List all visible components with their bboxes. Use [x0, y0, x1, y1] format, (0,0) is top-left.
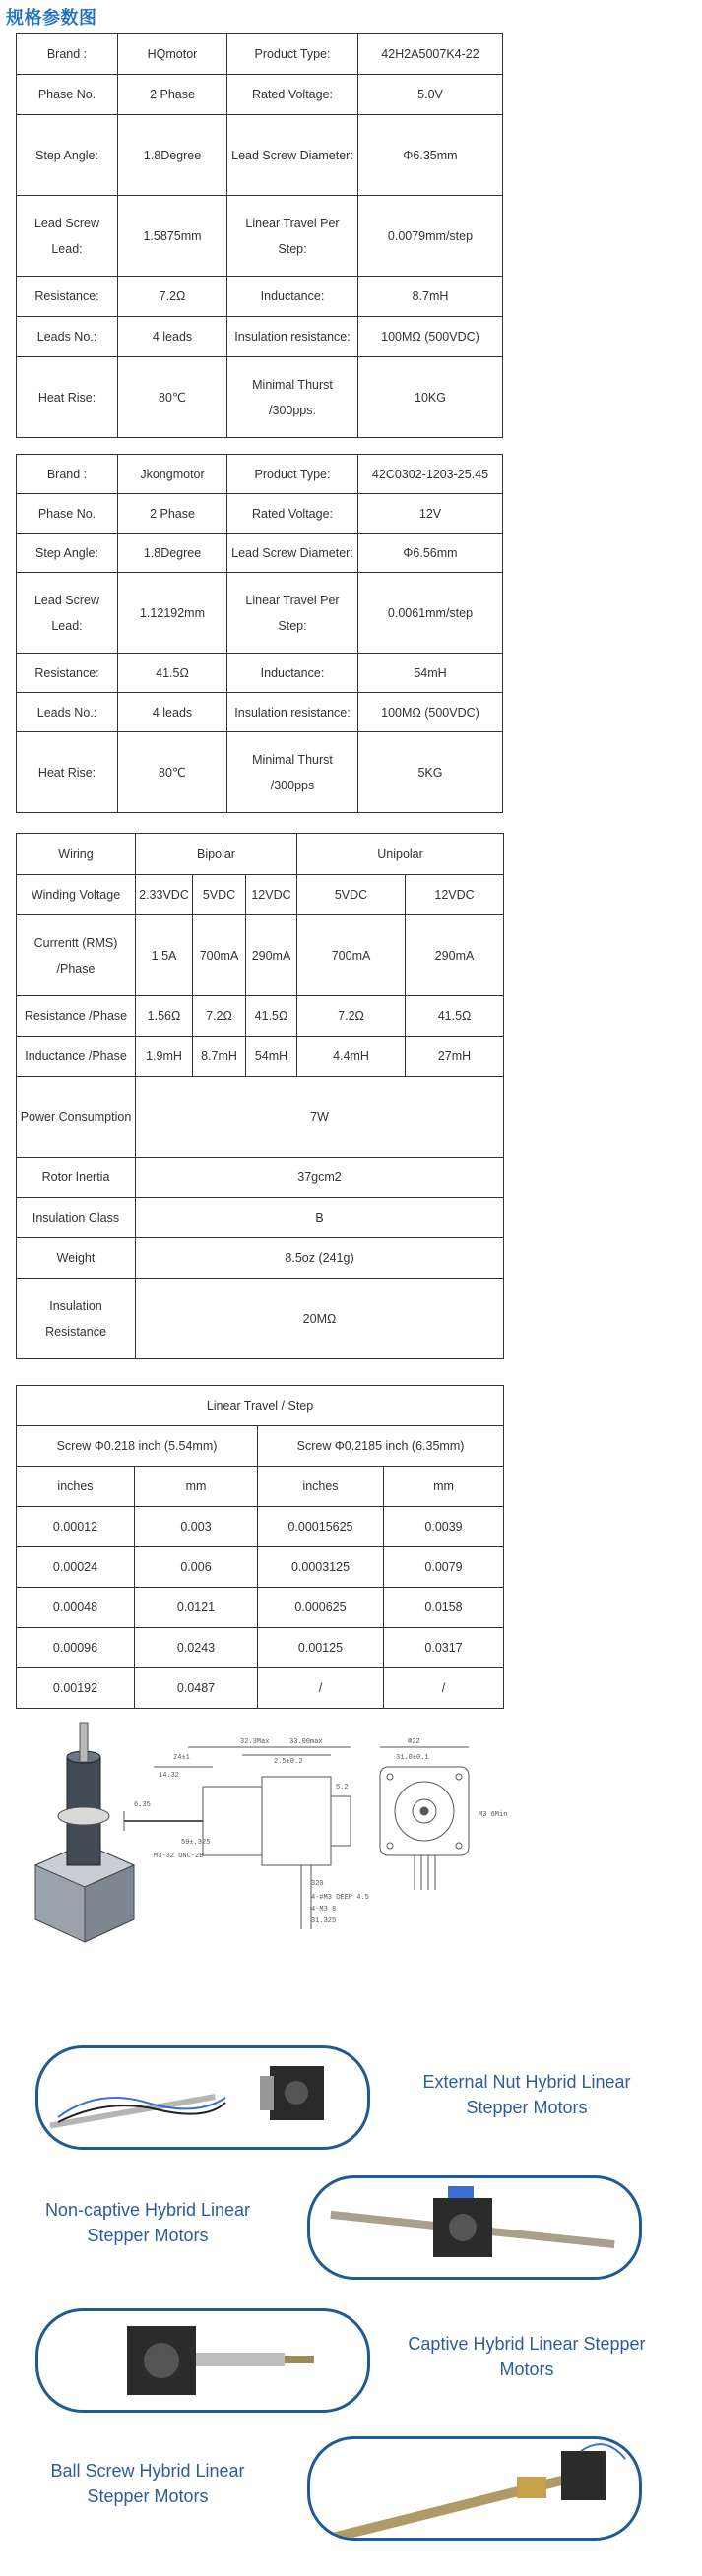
- motor-card-captive: [35, 2308, 370, 2413]
- motor-front-view: [380, 1747, 469, 1890]
- unit-header: inches: [258, 1467, 384, 1507]
- unit-header: inches: [17, 1467, 135, 1507]
- insulation-resistance-value: 20MΩ: [136, 1279, 504, 1359]
- cell-brand-label: Brand :: [17, 34, 118, 75]
- table-cell: 0.0003125: [258, 1547, 384, 1588]
- inductance-label: Inductance /Phase: [17, 1037, 136, 1077]
- header-wiring: Wiring: [17, 834, 136, 875]
- winding-voltage-value: 12VDC: [406, 875, 504, 915]
- table-cell: 0.006: [135, 1547, 258, 1588]
- inductance-value: 4.4mH: [297, 1037, 406, 1077]
- dim-label: 4-#M3 DEEP 4.5: [311, 1894, 369, 1902]
- resistance-value: 41.5Ω: [246, 996, 297, 1037]
- dim-label: 31.0±0.1: [396, 1754, 429, 1762]
- cell-lead-screw-lead-label: Lead Screw Lead:: [17, 573, 118, 654]
- cell-lead-screw-lead-value: 1.5875mm: [118, 196, 227, 277]
- cell-inductance-label: Inductance:: [227, 654, 358, 693]
- cell-leads-label: Leads No.:: [17, 317, 118, 357]
- insulation-class-label: Insulation Class: [17, 1198, 136, 1238]
- motor-card-external-nut: [35, 2045, 370, 2150]
- cell-product-type-label: Product Type:: [227, 455, 358, 494]
- cell-heat-rise-value: 80℃: [118, 357, 227, 438]
- dim-label: Φ22: [408, 1738, 420, 1746]
- table-cell: 0.00024: [17, 1547, 135, 1588]
- table-cell: 0.0121: [135, 1588, 258, 1628]
- dim-label: 4-M3 8: [311, 1906, 337, 1914]
- wiring-spec-table: [16, 833, 504, 1359]
- table-cell: 0.0158: [384, 1588, 504, 1628]
- header-unipolar: Unipolar: [297, 834, 504, 875]
- cell-heat-rise-label: Heat Rise:: [17, 732, 118, 813]
- resistance-value: 7.2Ω: [193, 996, 246, 1037]
- power-consumption-label: Power Consumption: [17, 1077, 136, 1158]
- cell-brand-label: Brand :: [17, 455, 118, 494]
- rotor-inertia-value: 37gcm2: [136, 1158, 504, 1198]
- cell-resistance-label: Resistance:: [17, 654, 118, 693]
- table-cell: 0.000625: [258, 1588, 384, 1628]
- table-cell: 0.0487: [135, 1668, 258, 1709]
- page-title: 规格参数图: [6, 8, 97, 28]
- table-cell: 0.00125: [258, 1628, 384, 1668]
- resistance-label: Resistance /Phase: [17, 996, 136, 1037]
- motor-card-non-captive: [307, 2175, 642, 2280]
- spec-table-jkongmotor: [16, 454, 503, 813]
- cell-brand-value: HQmotor: [118, 34, 227, 75]
- cell-leads-label: Leads No.:: [17, 693, 118, 732]
- motor-image: [38, 2048, 367, 2147]
- cell-brand-value: Jkongmotor: [118, 455, 227, 494]
- cell-resistance-value: 41.5Ω: [118, 654, 227, 693]
- winding-voltage-value: 5VDC: [297, 875, 406, 915]
- inductance-value: 1.9mH: [136, 1037, 193, 1077]
- cell-rated-voltage-value: 5.0V: [358, 75, 503, 115]
- cell-step-angle-label: Step Angle:: [17, 115, 118, 196]
- dim-label: M3 6Min: [479, 1811, 508, 1819]
- dim-label: 31.325: [311, 1917, 337, 1925]
- dim-label: 24±1: [173, 1754, 190, 1762]
- cell-product-type-label: Product Type:: [227, 34, 358, 75]
- cell-linear-travel-label: Linear Travel Per Step:: [227, 573, 358, 654]
- unit-header: mm: [135, 1467, 258, 1507]
- cell-leads-value: 4 leads: [118, 317, 227, 357]
- motor-card-ball-screw: [307, 2436, 642, 2541]
- cell-rated-voltage-label: Rated Voltage:: [227, 75, 358, 115]
- unit-header: mm: [384, 1467, 504, 1507]
- cell-rated-voltage-value: 12V: [358, 494, 503, 534]
- rotor-inertia-label: Rotor Inertia: [17, 1158, 136, 1198]
- inductance-value: 8.7mH: [193, 1037, 246, 1077]
- table-cell: 0.0243: [135, 1628, 258, 1668]
- cell-step-angle-label: Step Angle:: [17, 534, 118, 573]
- current-label: Currentt (RMS) /Phase: [17, 915, 136, 996]
- table-cell: 0.00012: [17, 1507, 135, 1547]
- header-bipolar: Bipolar: [136, 834, 297, 875]
- motor-image: [310, 2439, 639, 2538]
- cell-heat-rise-value: 80℃: [118, 732, 227, 813]
- winding-voltage-value: 2.33VDC: [136, 875, 193, 915]
- table-cell: /: [258, 1668, 384, 1709]
- cell-lead-screw-lead-value: 1.12192mm: [118, 573, 227, 654]
- cell-phase-label: Phase No.: [17, 494, 118, 534]
- cell-inductance-label: Inductance:: [227, 277, 358, 317]
- dim-label: 59±.325: [181, 1839, 211, 1847]
- cell-insulation-value: 100MΩ (500VDC): [358, 317, 503, 357]
- motor-caption: Captive Hybrid Linear Stepper Motors: [408, 2334, 646, 2379]
- cell-heat-rise-label: Heat Rise:: [17, 357, 118, 438]
- cell-product-type-value: 42C0302-1203-25.45: [358, 455, 503, 494]
- linear-travel-title: Linear Travel / Step: [17, 1386, 504, 1426]
- cell-phase-label: Phase No.: [17, 75, 118, 115]
- dim-label: 14.32: [159, 1772, 180, 1780]
- winding-voltage-value: 5VDC: [193, 875, 246, 915]
- dim-label: 33.00max: [289, 1738, 323, 1746]
- motor-caption: Ball Screw Hybrid Linear Stepper Motors: [50, 2461, 245, 2506]
- current-value: 700mA: [193, 915, 246, 996]
- dim-label: M3-32 UNC-2B: [154, 1853, 204, 1860]
- cell-phase-value: 2 Phase: [118, 75, 227, 115]
- current-value: 700mA: [297, 915, 406, 996]
- dimension-drawing: [16, 1718, 656, 1964]
- cell-min-thrust-label: Minimal Thurst /300pps:: [227, 357, 358, 438]
- cell-resistance-value: 7.2Ω: [118, 277, 227, 317]
- current-value: 1.5A: [136, 915, 193, 996]
- dim-label: 5.2: [336, 1784, 349, 1791]
- cell-lead-screw-diameter-value: Φ6.56mm: [358, 534, 503, 573]
- cell-min-thrust-label: Minimal Thurst /300pps: [227, 732, 358, 813]
- current-value: 290mA: [246, 915, 297, 996]
- screw-b-header: Screw Φ0.2185 inch (6.35mm): [258, 1426, 504, 1467]
- motor-caption: External Nut Hybrid Linear Stepper Motors: [422, 2072, 631, 2117]
- cell-lead-screw-diameter-value: Φ6.35mm: [358, 115, 503, 196]
- cell-phase-value: 2 Phase: [118, 494, 227, 534]
- motor-caption: Non-captive Hybrid Linear Stepper Motors: [44, 2200, 251, 2245]
- cell-min-thrust-value: 10KG: [358, 357, 503, 438]
- cell-lead-screw-diameter-label: Lead Screw Diameter:: [227, 534, 358, 573]
- table-cell: 0.00048: [17, 1588, 135, 1628]
- winding-voltage-label: Winding Voltage: [17, 875, 136, 915]
- cell-step-angle-value: 1.8Degree: [118, 534, 227, 573]
- cell-linear-travel-label: Linear Travel Per Step:: [227, 196, 358, 277]
- screw-a-header: Screw Φ0.218 inch (5.54mm): [17, 1426, 258, 1467]
- cell-leads-value: 4 leads: [118, 693, 227, 732]
- cell-min-thrust-value: 5KG: [358, 732, 503, 813]
- resistance-value: 7.2Ω: [297, 996, 406, 1037]
- dim-label: 32.3Max: [240, 1738, 270, 1746]
- motor-image: [38, 2311, 367, 2410]
- table-cell: 0.0079: [384, 1547, 504, 1588]
- current-value: 290mA: [406, 915, 504, 996]
- weight-label: Weight: [17, 1238, 136, 1279]
- motor-image: [310, 2178, 639, 2277]
- cell-step-angle-value: 1.8Degree: [118, 115, 227, 196]
- spec-table-hqmotor: [16, 33, 503, 438]
- resistance-value: 1.56Ω: [136, 996, 193, 1037]
- table-cell: 0.0039: [384, 1507, 504, 1547]
- cell-linear-travel-value: 0.0079mm/step: [358, 196, 503, 277]
- dim-label: 2.5±0.2: [274, 1758, 303, 1766]
- table-cell: 0.003: [135, 1507, 258, 1547]
- dim-label: 320: [311, 1880, 324, 1888]
- cell-inductance-value: 8.7mH: [358, 277, 503, 317]
- cell-resistance-label: Resistance:: [17, 277, 118, 317]
- table-cell: /: [384, 1668, 504, 1709]
- motor-3d-image: [35, 1723, 134, 1942]
- weight-value: 8.5oz (241g): [136, 1238, 504, 1279]
- inductance-value: 54mH: [246, 1037, 297, 1077]
- cell-insulation-label: Insulation resistance:: [227, 693, 358, 732]
- cell-insulation-label: Insulation resistance:: [227, 317, 358, 357]
- cell-lead-screw-diameter-label: Lead Screw Diameter:: [227, 115, 358, 196]
- linear-travel-table: [16, 1385, 504, 1709]
- table-cell: 0.00096: [17, 1628, 135, 1668]
- dim-label: 6.35: [134, 1801, 151, 1809]
- table-cell: 0.00192: [17, 1668, 135, 1709]
- cell-rated-voltage-label: Rated Voltage:: [227, 494, 358, 534]
- inductance-value: 27mH: [406, 1037, 504, 1077]
- cell-product-type-value: 42H2A5007K4-22: [358, 34, 503, 75]
- cell-insulation-value: 100MΩ (500VDC): [358, 693, 503, 732]
- insulation-class-value: B: [136, 1198, 504, 1238]
- cell-linear-travel-value: 0.0061mm/step: [358, 573, 503, 654]
- insulation-resistance-label: Insulation Resistance: [17, 1279, 136, 1359]
- cell-inductance-value: 54mH: [358, 654, 503, 693]
- winding-voltage-value: 12VDC: [246, 875, 297, 915]
- table-cell: 0.0317: [384, 1628, 504, 1668]
- resistance-value: 41.5Ω: [406, 996, 504, 1037]
- power-consumption-value: 7W: [136, 1077, 504, 1158]
- table-cell: 0.00015625: [258, 1507, 384, 1547]
- cell-lead-screw-lead-label: Lead Screw Lead:: [17, 196, 118, 277]
